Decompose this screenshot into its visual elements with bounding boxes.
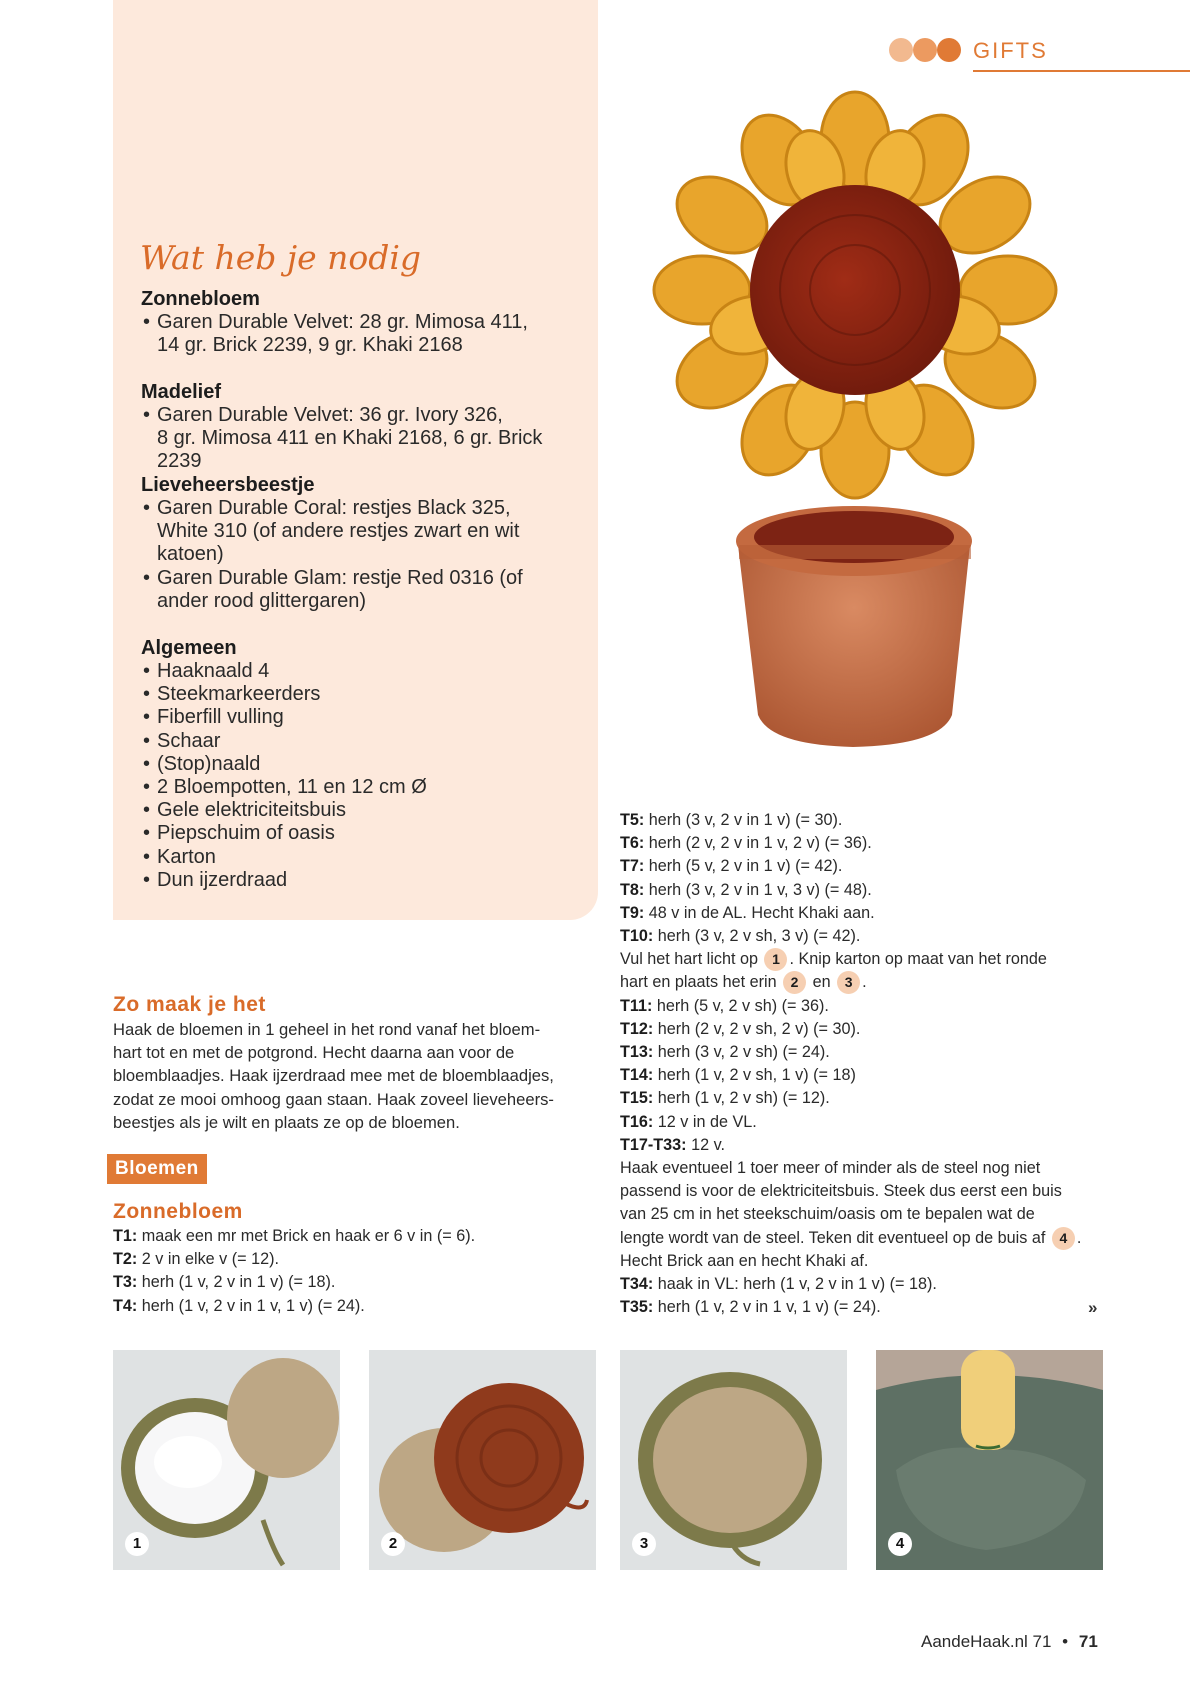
rounds-right bbox=[620, 809, 1081, 1319]
photo-ref-badge: 1 bbox=[764, 948, 787, 971]
materials-item: • 2 Bloempotten, 11 en 12 cm Ø bbox=[141, 776, 591, 799]
materials-item: • Garen Durable Coral: restjes Black 325, White 310 (of andere restjes zwart en wit katoen) bbox=[141, 497, 591, 567]
stem-note-line: Haak eventueel 1 toer meer of minder als de steel nog niet bbox=[620, 1159, 1041, 1178]
round-row: T17-T33: 12 v. bbox=[620, 1135, 725, 1154]
materials-title: Wat heb je nodig bbox=[140, 238, 422, 277]
photo-number: 3 bbox=[632, 1532, 656, 1556]
footer-site: AandeHaak.nl 71 bbox=[921, 1632, 1052, 1651]
materials-item: • Gele elektriciteitsbuis bbox=[141, 799, 591, 822]
materials-item: • Haaknaald 4 bbox=[141, 660, 591, 683]
materials-item: • Steekmarkeerders bbox=[141, 683, 591, 706]
materials-madelief bbox=[141, 381, 591, 474]
section-label-bloemen: Bloemen bbox=[107, 1154, 207, 1184]
stem-note-line: Hecht Brick aan en hecht Khaki af. bbox=[620, 1251, 869, 1270]
materials-heading: Lieveheersbeestje bbox=[141, 474, 315, 496]
intro-line: beestjes als je wilt en plaats ze op de bloemen. bbox=[113, 1112, 460, 1132]
photo-number: 2 bbox=[381, 1532, 405, 1556]
materials-item: • Dun ijzerdraad bbox=[141, 869, 591, 892]
round-row: T7: herh (5 v, 2 v in 1 v) (= 42). bbox=[620, 857, 843, 876]
sunflower-pot-photo bbox=[640, 75, 1110, 765]
intro-line: bloemblaadjes. Haak ijzerdraad mee met de bloemblaadjes, bbox=[113, 1066, 554, 1086]
stem-note-line: lengte wordt van de steel. Teken dit eventueel op de buis af 4 . bbox=[620, 1227, 1081, 1250]
round-row: T34: haak in VL: herh (1 v, 2 v in 1 v) (= 18). bbox=[620, 1275, 937, 1294]
footer-separator: • bbox=[1062, 1632, 1069, 1651]
round-row: T5: herh (3 v, 2 v in 1 v) (= 30). bbox=[620, 811, 843, 829]
materials-item: • Garen Durable Glam: restje Red 0316 (of ander rood glittergaren) bbox=[141, 567, 591, 613]
round-row: T4: herh (1 v, 2 v in 1 v, 1 v) (= 24). bbox=[113, 1296, 365, 1315]
method-title: Zo maak je het bbox=[113, 993, 266, 1016]
brand-yarn-icons bbox=[889, 38, 973, 62]
photo-number: 1 bbox=[125, 1532, 149, 1556]
round-row: T6: herh (2 v, 2 v in 1 v, 2 v) (= 36). bbox=[620, 834, 872, 853]
round-row: T11: herh (5 v, 2 v sh) (= 36). bbox=[620, 996, 829, 1015]
materials-item: • Garen Durable Velvet: 36 gr. Ivory 326, 8 gr. Mimosa 411 en Khaki 2168, 6 gr. Brick 2239 bbox=[141, 404, 591, 474]
round-row: T1: maak een mr met Brick en haak er 6 v in (= 6). bbox=[113, 1227, 476, 1245]
method-intro bbox=[113, 1018, 603, 1134]
header-rule bbox=[973, 70, 1190, 72]
materials-item: • Schaar bbox=[141, 730, 591, 753]
photo-ref-badge: 4 bbox=[1052, 1227, 1075, 1250]
photo-number: 4 bbox=[888, 1532, 912, 1556]
round-row: T16: 12 v in de VL. bbox=[620, 1112, 757, 1131]
page-number: 71 bbox=[1078, 1632, 1098, 1651]
round-row: T35: herh (1 v, 2 v in 1 v, 1 v) (= 24). bbox=[620, 1298, 881, 1317]
round-row: T10: herh (3 v, 2 v sh, 3 v) (= 42). bbox=[620, 927, 861, 946]
step-photo-2 bbox=[369, 1350, 596, 1570]
materials-heading: Algemeen bbox=[141, 637, 237, 659]
materials-item: • (Stop)naald bbox=[141, 753, 591, 776]
round-row: T3: herh (1 v, 2 v in 1 v) (= 18). bbox=[113, 1273, 336, 1292]
intro-line: Haak de bloemen in 1 geheel in het rond vanaf het bloem- bbox=[113, 1020, 541, 1039]
fill-note-line: hart en plaats het erin 2 en 3 . bbox=[620, 971, 1081, 994]
zonnebloem-title: Zonnebloem bbox=[113, 1200, 243, 1223]
section-title: GIFTS bbox=[973, 38, 1048, 63]
materials-heading: Zonnebloem bbox=[141, 288, 260, 310]
yarn-ball-icon bbox=[889, 38, 913, 62]
materials-item: • Fiberfill vulling bbox=[141, 706, 591, 729]
yarn-ball-icon bbox=[913, 38, 937, 62]
photo-ref-badge: 3 bbox=[837, 971, 860, 994]
intro-line: zodat ze mooi omhoog gaan staan. Haak zoveel lieveheers- bbox=[113, 1089, 554, 1109]
photo-ref-badge: 2 bbox=[783, 971, 806, 994]
materials-algemeen bbox=[141, 637, 591, 892]
step-photo-4 bbox=[876, 1350, 1103, 1570]
step-photo-3 bbox=[620, 1350, 847, 1570]
materials-item: • Garen Durable Velvet: 28 gr. Mimosa 411, 14 gr. Brick 2239, 9 gr. Khaki 2168 bbox=[141, 311, 591, 357]
continue-icon: » bbox=[1088, 1298, 1098, 1317]
yarn-ball-icon bbox=[937, 38, 961, 62]
page-footer bbox=[921, 1632, 1098, 1652]
intro-line: hart tot en met de potgrond. Hecht daarna aan voor de bbox=[113, 1043, 515, 1063]
step-photo-1 bbox=[113, 1350, 340, 1570]
materials-zonnebloem bbox=[141, 288, 591, 357]
round-row: T15: herh (1 v, 2 v sh) (= 12). bbox=[620, 1089, 830, 1108]
round-row: T9: 48 v in de AL. Hecht Khaki aan. bbox=[620, 903, 875, 922]
round-row: T2: 2 v in elke v (= 12). bbox=[113, 1250, 279, 1269]
stem-note-line: passend is voor de elektriciteitsbuis. Steek dus eerst een buis bbox=[620, 1182, 1062, 1201]
materials-item: • Karton bbox=[141, 846, 591, 869]
round-row: T8: herh (3 v, 2 v in 1 v, 3 v) (= 48). bbox=[620, 880, 872, 899]
round-row: T13: herh (3 v, 2 v sh) (= 24). bbox=[620, 1043, 830, 1062]
rounds-left bbox=[113, 1225, 475, 1318]
materials-heading: Madelief bbox=[141, 381, 222, 403]
stem-note-line: van 25 cm in het steekschuim/oasis om te bepalen wat de bbox=[620, 1205, 1035, 1224]
materials-item: • Piepschuim of oasis bbox=[141, 822, 591, 845]
round-row: T14: herh (1 v, 2 v sh, 1 v) (= 18) bbox=[620, 1066, 856, 1085]
materials-lieveheersbeestje bbox=[141, 474, 591, 613]
fill-note-line: Vul het hart licht op 1 . Knip karton op maat van het ronde bbox=[620, 948, 1081, 971]
round-row: T12: herh (2 v, 2 v sh, 2 v) (= 30). bbox=[620, 1019, 861, 1038]
